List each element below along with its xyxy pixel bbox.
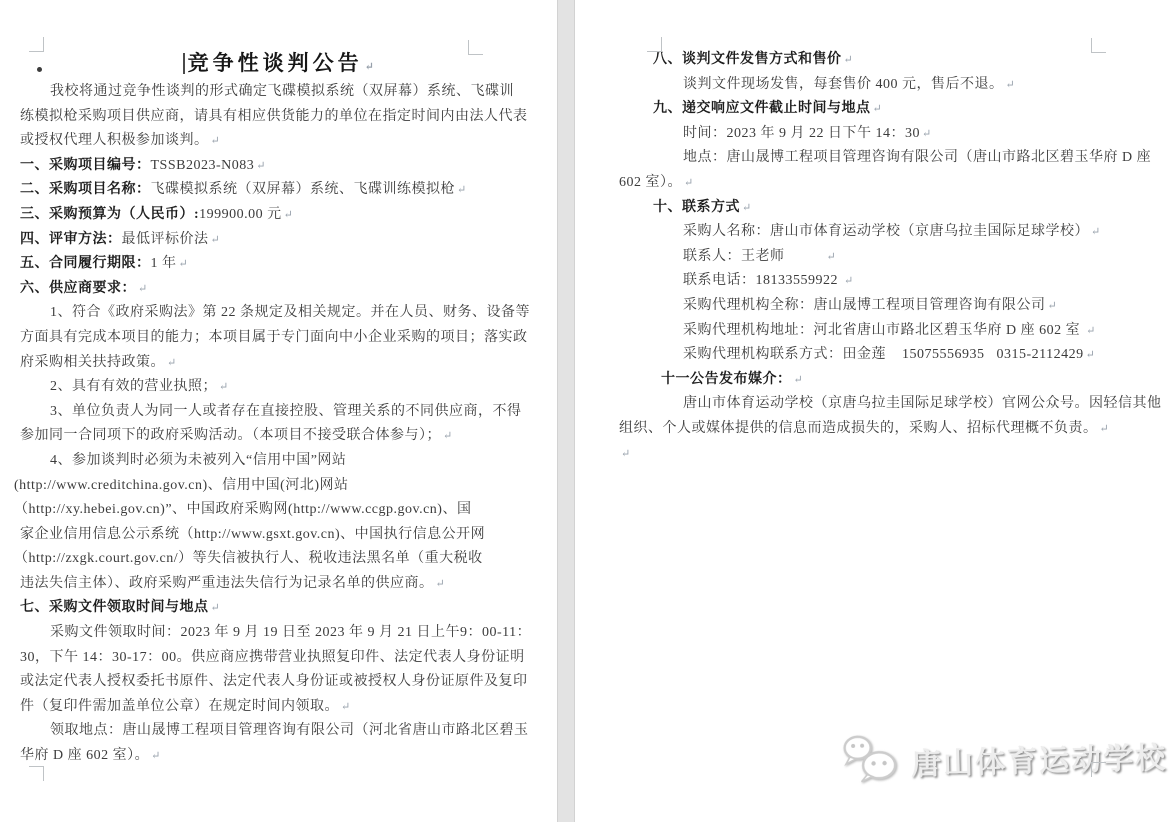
body-text: 采购代理机构地址：河北省唐山市路北区碧玉华府 D 座 602 室 (683, 322, 1085, 338)
doc-text-line (0, 80, 557, 105)
body-text: 采购文件领取时间：2023 年 9 月 19 日至 2023 年 9 月 21 日上午9：00-11： (50, 625, 532, 641)
heading-text: 一、采购项目编号： (20, 157, 151, 173)
paragraph-mark: ↵ (793, 373, 803, 386)
paragraph-mark: ↵ (1091, 226, 1101, 239)
doc-text-line (0, 744, 557, 769)
doc-text-line (619, 245, 1173, 270)
doc-heading-line (0, 228, 557, 253)
body-text: 地点：唐山晟博工程项目管理咨询有限公司（唐山市路北区碧玉华府 D 座 (683, 150, 1152, 166)
body-text: 件（复印件需加盖单位公章）在规定时间内领取。 (20, 698, 339, 714)
doc-heading-line (0, 178, 557, 203)
body-text: (http://www.creditchina.gov.cn)、信用中国(河北)网站 (14, 477, 349, 493)
paragraph-mark: ↵ (843, 54, 853, 66)
watermark-text: 唐山体育运动学校 (910, 741, 1168, 781)
body-text: 或授权代理人积极参加谈判。 (20, 133, 209, 149)
doc-text-line (0, 351, 557, 376)
text-boundary-mark (1091, 38, 1106, 53)
body-text: 唐山市体育运动学校（京唐乌拉圭国际足球学校）官网公众号。因轻信其他 (683, 396, 1162, 412)
paragraph-mark: ↵ (151, 750, 161, 763)
doc-text-line (0, 400, 557, 425)
paragraph-mark: ↵ (210, 135, 220, 148)
paragraph-mark: ↵ (742, 201, 752, 214)
list-bullet-dot (37, 67, 42, 72)
body-text: 或法定代表人授权委托书原件、法定代表人身份证或被授权人身份证原件及复印 (20, 674, 528, 690)
body-text: 时间：2023 年 9 月 22 日下午 14：30 (683, 125, 920, 141)
paragraph-mark: ↵ (826, 250, 836, 263)
text-boundary-mark (468, 40, 483, 55)
doc-text-line (619, 220, 1173, 245)
doc-text-line (619, 146, 1173, 171)
text-boundary-mark (29, 37, 44, 52)
heading-text: 六、供应商要求： (20, 280, 136, 296)
page-gutter (557, 0, 575, 822)
body-text: 我校将通过竞争性谈判的形式确定飞碟模拟系统（双屏幕）系统、飞碟训 (50, 84, 514, 99)
doc-heading-line (0, 203, 557, 228)
body-text: 最低评标价法 (121, 231, 209, 247)
body-text: 违法失信主体）、政府采购严重违法失信行为记录名单的供应商。 (20, 575, 434, 591)
doc-heading-line (0, 154, 557, 179)
paragraph-mark: ↵ (684, 176, 694, 189)
doc-text-line (619, 417, 1173, 442)
paragraph-mark: ↵ (138, 282, 148, 295)
paragraph-mark: ↵ (364, 61, 374, 73)
paragraph-mark: ↵ (341, 700, 351, 713)
doc-heading-line (619, 97, 1173, 122)
body-text: 府采购相关扶持政策。 (20, 354, 165, 370)
heading-text: 二、采购项目名称： (20, 182, 151, 198)
doc-heading-line (0, 277, 557, 302)
paragraph-mark: ↵ (1047, 299, 1057, 312)
body-text: 家企业信用信息公示系统（http://www.gsxt.gov.cn)、中国执行信息公开网 (20, 526, 486, 542)
doc-heading-line (0, 252, 557, 277)
body-text: 谈判文件现场发售，每套售价 400 元，售后不退。 (683, 76, 1004, 92)
heading-text: 七、采购文件领取时间与地点 (20, 600, 209, 616)
paragraph-mark: ↵ (1086, 324, 1096, 337)
heading-text: 五、合同履行期限： (20, 256, 151, 272)
paragraph-mark: ↵ (443, 430, 453, 443)
page-1-text-area[interactable] (0, 48, 557, 769)
body-text: 采购代理机构全称：唐山晟博工程项目管理咨询有限公司 (683, 297, 1046, 313)
doc-text-line (619, 294, 1173, 319)
paragraph-mark: ↵ (1005, 78, 1015, 91)
doc-text-line (619, 343, 1173, 368)
paragraph-mark: ↵ (844, 275, 854, 288)
body-text: 3、单位负责人为同一人或者存在直接控股、管理关系的不同供应商，不得 (50, 403, 522, 419)
body-text: 2、具有有效的营业执照； (50, 379, 217, 395)
body-text: 联系电话：18133559922 (683, 273, 842, 289)
doc-heading-line (619, 196, 1173, 221)
page-1 (0, 0, 557, 822)
doc-text-line (0, 523, 557, 548)
text-boundary-mark (647, 37, 662, 52)
doc-text-line (0, 695, 557, 720)
body-text: TSSB2023-N083 (150, 157, 255, 173)
doc-text-line (619, 269, 1173, 294)
paragraph-mark: ↵ (435, 577, 445, 590)
page-2-text-area[interactable] (619, 48, 1173, 466)
body-text: 组织、个人或媒体提供的信息而造成损失的，采购人、招标代理概不负责。 (619, 420, 1098, 436)
doc-text-line (0, 498, 557, 523)
doc-text-line (0, 474, 557, 499)
doc-text-line (0, 326, 557, 351)
doc-text-line (619, 392, 1173, 417)
body-text: 竞争性谈判公告 (187, 51, 363, 75)
doc-text-line (0, 301, 557, 326)
wechat-watermark (840, 725, 1167, 793)
doc-text-line (0, 547, 557, 572)
doc-text-line (0, 719, 557, 744)
paragraph-mark: ↵ (283, 208, 293, 221)
text-boundary-mark (1091, 762, 1106, 777)
doc-heading-line (0, 596, 557, 621)
doc-text-line (0, 670, 557, 695)
paragraph-mark: ↵ (210, 602, 220, 615)
doc-text-line (619, 73, 1173, 98)
doc-text-line (0, 646, 557, 671)
body-text: （http://zxgk.court.gov.cn/）等失信被执行人、税收违法黑名单（重大税收 (14, 551, 483, 567)
paragraph-mark: ↵ (922, 127, 932, 140)
heading-text: 九、递交响应文件截止时间与地点 (653, 101, 871, 117)
paragraph-mark: ↵ (210, 233, 220, 246)
body-text: （http://xy.hebei.gov.cn)”、中国政府采购网(http://www.ccgp.gov.cn)、国 (14, 502, 472, 518)
doc-text-line (619, 442, 1173, 467)
heading-text: 三、采购预算为（人民币）: (20, 206, 200, 222)
heading-text: 十一公告发布媒介： (661, 371, 792, 387)
body-text: 飞碟模拟系统（双屏幕）系统、飞碟训练模拟枪 (150, 182, 455, 198)
body-text: 参加同一合同项下的政府采购活动。（本项目不接受联合体参与）； (20, 428, 441, 444)
page-2 (576, 0, 1173, 822)
paragraph-mark: ↵ (457, 184, 467, 197)
doc-text-line (0, 424, 557, 449)
doc-text-line (619, 171, 1173, 196)
doc-text-line (0, 572, 557, 597)
body-text: 领取地点：唐山晟博工程项目管理咨询有限公司（河北省唐山市路北区碧玉 (50, 723, 529, 739)
doc-text-line (619, 319, 1173, 344)
paragraph-mark: ↵ (1099, 422, 1109, 435)
paragraph-mark: ↵ (872, 103, 882, 116)
body-text: 方面具有完成本项目的能力；本项目属于专门面向中小企业采购的项目；落实政 (20, 329, 528, 345)
paragraph-mark: ↵ (219, 381, 229, 394)
body-text: 199900.00 元 (199, 206, 282, 222)
body-text: 联系人：王老师 (683, 248, 825, 264)
heading-text: 四、评审方法： (20, 231, 122, 247)
body-text: 采购代理机构联系方式：田金莲 15075556935 0315-2112429 (683, 347, 1084, 363)
body-text: 1 年 (150, 256, 177, 272)
heading-text: 十、联系方式 (653, 199, 740, 215)
paragraph-mark: ↵ (178, 258, 188, 271)
body-text: 华府 D 座 602 室）。 (20, 748, 150, 764)
doc-text-line (0, 105, 557, 130)
paragraph-mark: ↵ (256, 159, 266, 172)
paragraph-mark: ↵ (621, 447, 631, 460)
doc-heading-line (619, 48, 1173, 73)
heading-text: 八、谈判文件发售方式和售价 (653, 52, 842, 67)
body-text: 30，下午 14：30-17：00。供应商应携带营业执照复印件、法定代表人身份证明 (20, 649, 525, 665)
text-cursor (183, 53, 185, 74)
doc-text-line (0, 621, 557, 646)
text-boundary-mark (29, 766, 44, 781)
body-text: 练模拟枪采购项目供应商，请具有相应供货能力的单位在指定时间内由法人代表 (20, 108, 528, 124)
doc-text-line (0, 129, 557, 154)
doc-text-line (619, 122, 1173, 147)
doc-text-line (0, 449, 557, 474)
body-text: 4、参加谈判时必须为未被列入“信用中国”网站 (50, 452, 347, 468)
doc-heading-line (619, 368, 1173, 393)
doc-text-line (0, 375, 557, 400)
body-text: 采购人名称：唐山市体育运动学校（京唐乌拉圭国际足球学校） (683, 224, 1089, 240)
wechat-icon (840, 732, 904, 793)
paragraph-mark: ↵ (167, 356, 177, 369)
paragraph-mark: ↵ (1085, 349, 1095, 362)
body-text: 1、符合《政府采购法》第 22 条规定及相关规定。并在人员、财务、设备等 (50, 305, 530, 321)
body-text: 602 室）。 (619, 174, 682, 190)
